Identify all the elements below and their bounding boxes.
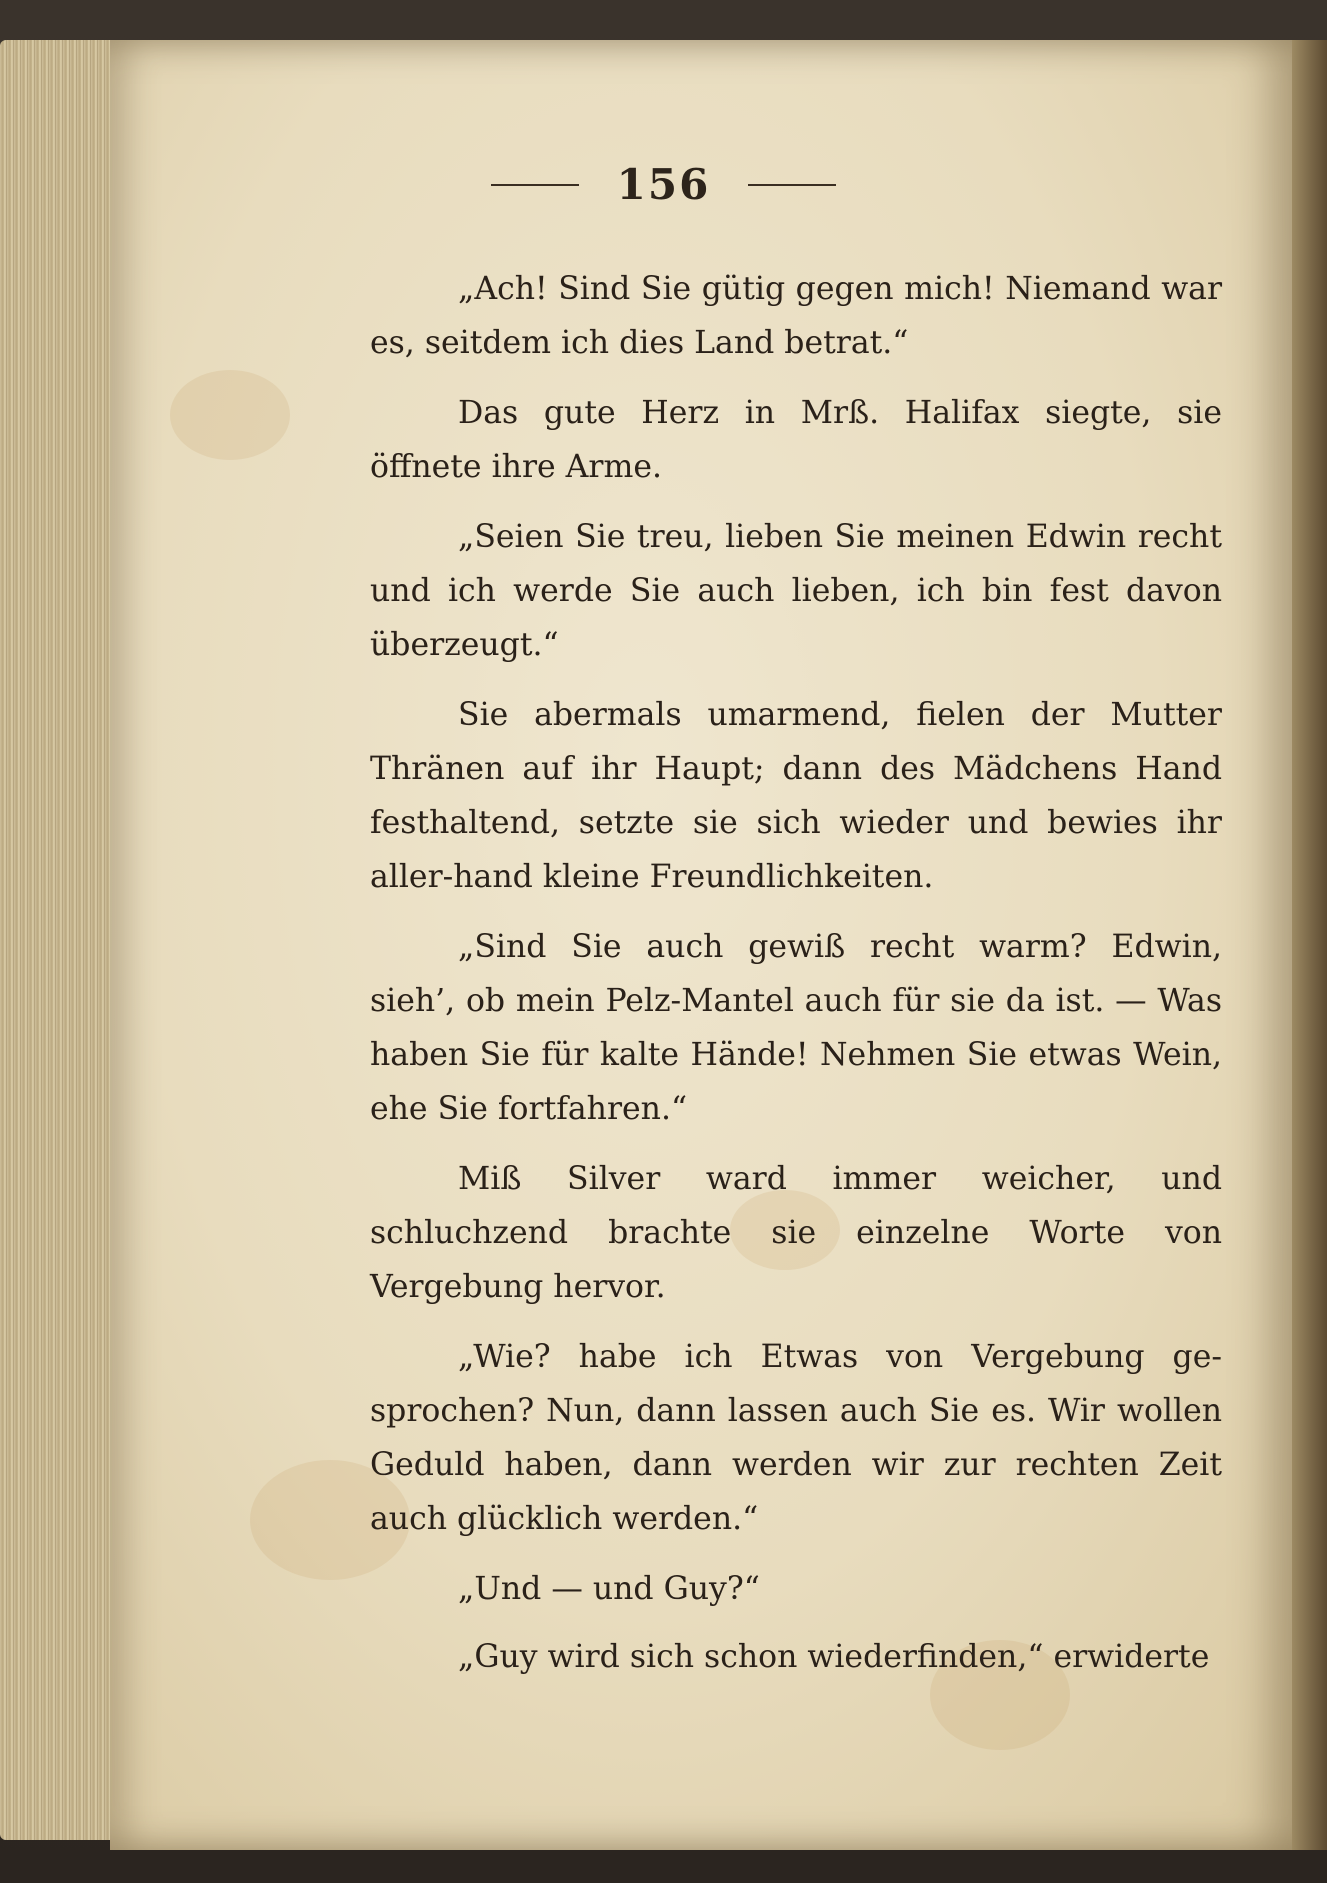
header-rule-left xyxy=(491,184,579,186)
paragraph: „Seien Sie treu, lieben Sie meinen Edwin recht und ich werde Sie auch lieben, ich bin fest davon überzeugt.“ xyxy=(370,519,1222,663)
paragraph: Das gute Herz in Mrß. Halifax siegte, sie öffnete ihre Arme. xyxy=(370,395,1222,485)
paragraph: „Und — und Guy?“ xyxy=(458,1571,760,1607)
paragraph: „Guy wird sich schon wiederfinden,“ erwiderte xyxy=(458,1639,1210,1675)
header-rule-right xyxy=(748,184,836,186)
paragraph: „Ach! Sind Sie gütig gegen mich! Niemand war es, seitdem ich dies Land betrat.“ xyxy=(370,271,1222,361)
paragraph: Sie abermals umarmend, fielen der Mutter Thränen auf ihr Haupt; dann des Mädchens Hand festhaltend, setzte sie sich wieder und bewies ihr aller-hand kleine Freundlichkeiten. xyxy=(370,697,1222,895)
page-header xyxy=(0,160,1327,209)
body-text xyxy=(370,262,1222,1700)
paragraph: „Wie? habe ich Etwas von Vergebung ge-sprochen? Nun, dann lassen auch Sie es. Wir wollen Geduld haben, dann werden wir zur rechten Zeit auch glücklich werden.“ xyxy=(370,1339,1222,1537)
page-edges xyxy=(0,40,120,1840)
book-spine-shadow xyxy=(1292,40,1327,1850)
page-number: 156 xyxy=(616,160,711,209)
paper-stain xyxy=(170,370,290,460)
paragraph: Miß Silver ward immer weicher, und schluchzend brachte sie einzelne Worte von Vergebung hervor. xyxy=(370,1161,1222,1305)
paragraph: „Sind Sie auch gewiß recht warm? Edwin, sieh’, ob mein Pelz-Mantel auch für sie da ist. — Was haben Sie für kalte Hände! Nehmen Sie etwas Wein, ehe Sie fortfahren.“ xyxy=(370,929,1222,1127)
